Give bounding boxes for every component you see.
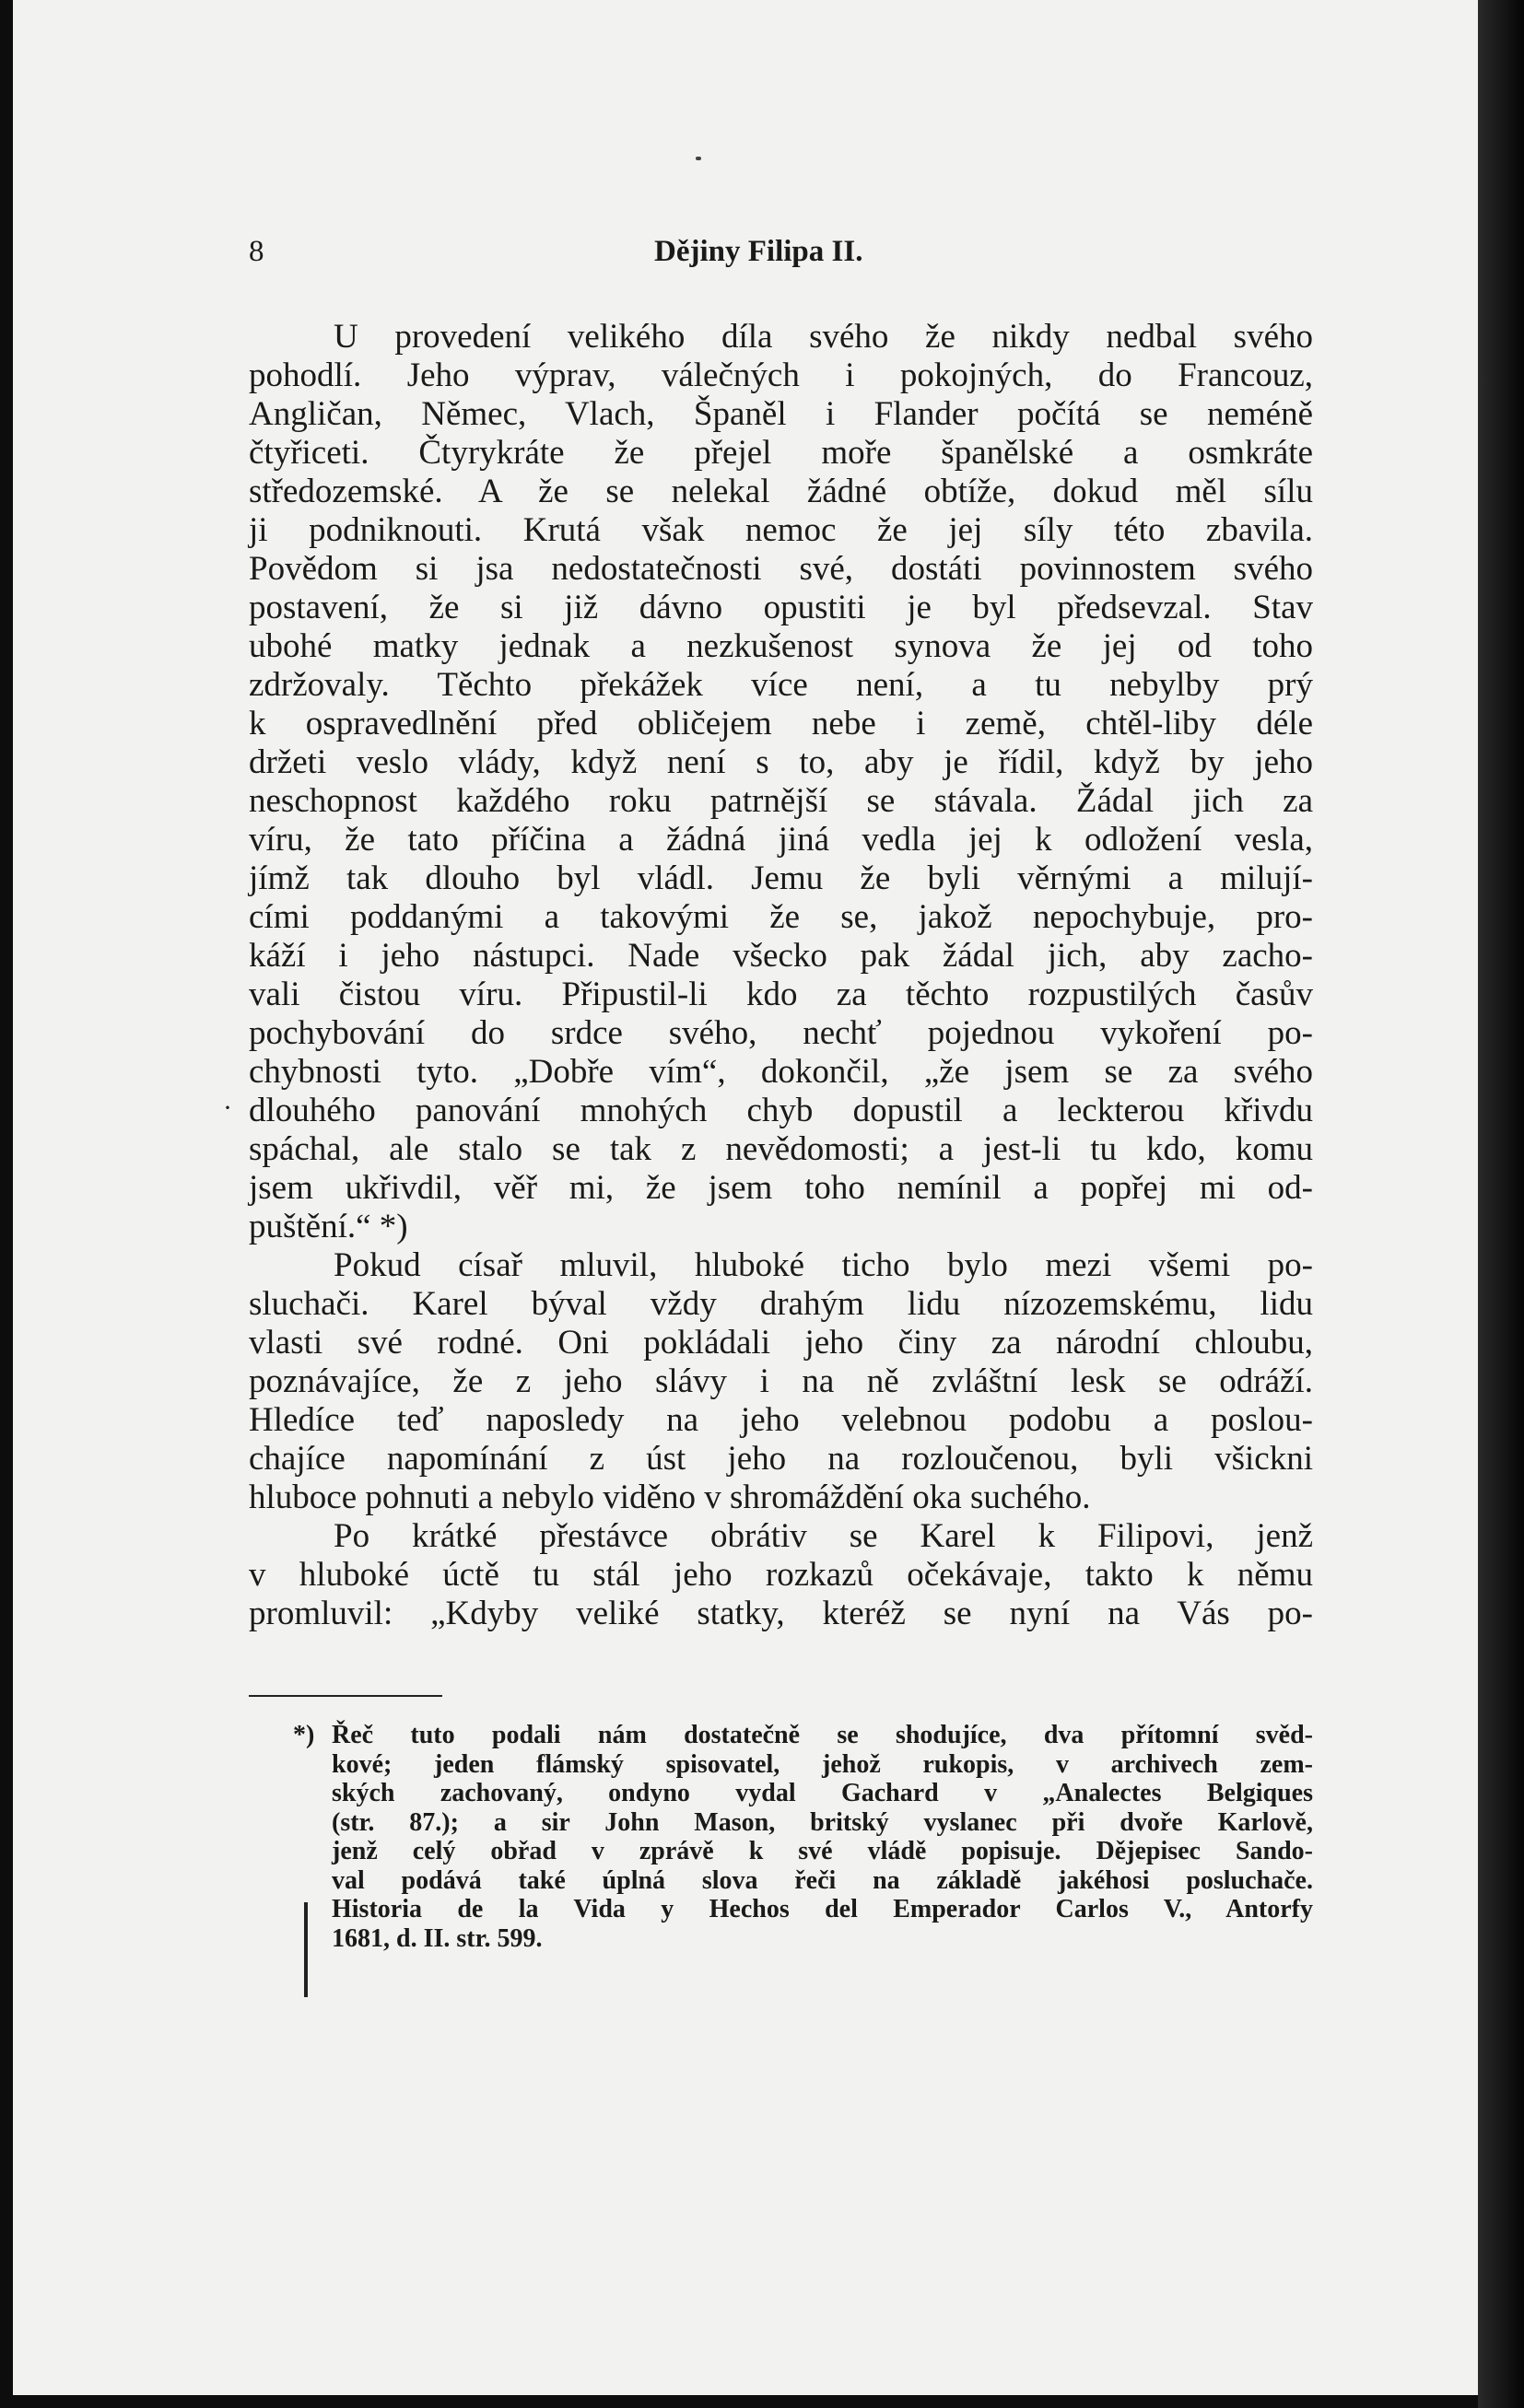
text-line: Pokud císař mluvil, hluboké ticho bylo mezi všemi po- bbox=[334, 1246, 1313, 1284]
text-line: čtyřiceti. Čtyrykráte že přejel moře španělské a osmkráte bbox=[249, 434, 1313, 472]
margin-mark: · bbox=[223, 1093, 232, 1123]
page-number: 8 bbox=[249, 235, 264, 268]
text-line: zdržovaly. Těchto překážek více není, a tu nebylby prý bbox=[249, 666, 1313, 704]
text-line: jímž tak dlouho byl vládl. Jemu že byli věrnými a milují- bbox=[249, 859, 1313, 897]
text-line: postavení, že si již dávno opustiti je byl předsevzal. Stav bbox=[249, 589, 1313, 626]
text-line: dlouhého panování mnohých chyb dopustil a leckterou křivdu bbox=[249, 1092, 1313, 1129]
text-line: cími poddanými a takovými že se, jakož nepochybuje, pro- bbox=[249, 898, 1313, 936]
text-line: hluboce pohnuti a nebylo viděno v shromáždění oka suchého. bbox=[249, 1479, 1091, 1516]
text-line: poznávajíce, že z jeho slávy i na ně zvláštní lesk se odráží. bbox=[249, 1362, 1313, 1400]
text-line: ji podniknouti. Krutá však nemoc že jej síly této zbavila. bbox=[249, 511, 1313, 549]
scan-border bbox=[1478, 0, 1524, 2408]
footnote bbox=[249, 1721, 1313, 1953]
body-text bbox=[249, 318, 1313, 1633]
text-line: spáchal, ale stalo se tak z nevědomosti; a jest-li tu kdo, komu bbox=[249, 1130, 1313, 1168]
text-line: U provedení velikého díla svého že nikdy nedbal svého bbox=[334, 318, 1313, 356]
text-line: promluvil: „Kdyby veliké statky, kteréž se nyní na Vás po- bbox=[249, 1595, 1313, 1632]
text-line: pohodlí. Jeho výprav, válečných i pokojných, do Francouz, bbox=[249, 357, 1313, 394]
text-line: Hledíce teď naposledy na jeho velebnou podobu a poslou- bbox=[249, 1401, 1313, 1439]
text-line: vali čistou víru. Připustil-li kdo za těchto rozpustilých časův bbox=[249, 976, 1313, 1013]
text-line: k ospravedlnění před obličejem nebe i země, chtěl-liby déle bbox=[249, 705, 1313, 742]
scan-speck bbox=[696, 157, 701, 160]
footnote-line: 1681, d. II. str. 599. bbox=[332, 1923, 543, 1953]
margin-bracket bbox=[304, 1902, 308, 1997]
text-line: chajíce napomínání z úst jeho na rozloučenou, byli všickni bbox=[249, 1440, 1313, 1478]
text-line: středozemské. A že se nelekal žádné obtíže, dokud měl sílu bbox=[249, 473, 1313, 510]
footnote-line: (str. 87.); a sir John Mason, britský vyslanec při dvoře Karlově, bbox=[332, 1807, 1313, 1837]
footnote-line: kové; jeden flámský spisovatel, jehož rukopis, v archivech zem- bbox=[332, 1749, 1313, 1779]
running-title: Dějiny Filipa II. bbox=[654, 235, 863, 268]
text-line: vlasti své rodné. Oni pokládali jeho činy za národní chloubu, bbox=[249, 1324, 1313, 1362]
text-line: držeti veslo vlády, když není s to, aby je řídil, když by jeho bbox=[249, 743, 1313, 781]
text-line: ubohé matky jednak a nezkušenost synova že jej od toho bbox=[249, 627, 1313, 665]
text-line: v hluboké úctě tu stál jeho rozkazů očekávaje, takto k němu bbox=[249, 1556, 1313, 1594]
page-header bbox=[249, 235, 1318, 281]
text-line: puštění.“ *) bbox=[249, 1208, 408, 1245]
text-line: neschopnost každého roku patrnější se stávala. Žádal jich za bbox=[249, 782, 1313, 820]
text-line: Angličan, Němec, Vlach, Španěl i Flander počítá se neméně bbox=[249, 395, 1313, 433]
text-line: Po krátké přestávce obrátiv se Karel k Filipovi, jenž bbox=[334, 1517, 1313, 1555]
footnote-marker: *) bbox=[293, 1721, 315, 1749]
footnote-line: ských zachovaný, ondyno vydal Gachard v „Analectes Belgiques bbox=[332, 1779, 1313, 1807]
text-line: víru, že tato příčina a žádná jiná vedla jej k odložení vesla, bbox=[249, 821, 1313, 859]
text-line: chybnosti tyto. „Dobře vím“, dokončil, „že jsem se za svého bbox=[249, 1053, 1313, 1091]
text-line: sluchači. Karel býval vždy drahým lidu nízozemskému, lidu bbox=[249, 1285, 1313, 1323]
footnote-line: jenž celý obřad v zprávě k své vládě popisuje. Dějepisec Sando- bbox=[332, 1837, 1313, 1865]
footnote-line: val podává také úplná slova řeči na základě jakéhosi posluchače. bbox=[332, 1865, 1313, 1895]
footnote-rule bbox=[249, 1695, 442, 1697]
footnote-line bbox=[249, 1721, 1313, 1750]
footnote-line: Historia de la Vida y Hechos del Emperador Carlos V., Antorfy bbox=[332, 1895, 1313, 1923]
text-line: Povědom si jsa nedostatečnosti své, dostáti povinnostem svého bbox=[249, 550, 1313, 588]
text-line: káží i jeho nástupci. Nade všecko pak žádal jich, aby zacho- bbox=[249, 937, 1313, 975]
footnote-text: Řeč tuto podali nám dostatečně se shodujíce, dva přítomní svěd- bbox=[332, 1721, 1313, 1749]
text-line: pochybování do srdce svého, nechť pojednou vykoření po- bbox=[249, 1014, 1313, 1052]
text-line: jsem ukřivdil, věř mi, že jsem toho nemínil a popřej mi od- bbox=[249, 1169, 1313, 1207]
